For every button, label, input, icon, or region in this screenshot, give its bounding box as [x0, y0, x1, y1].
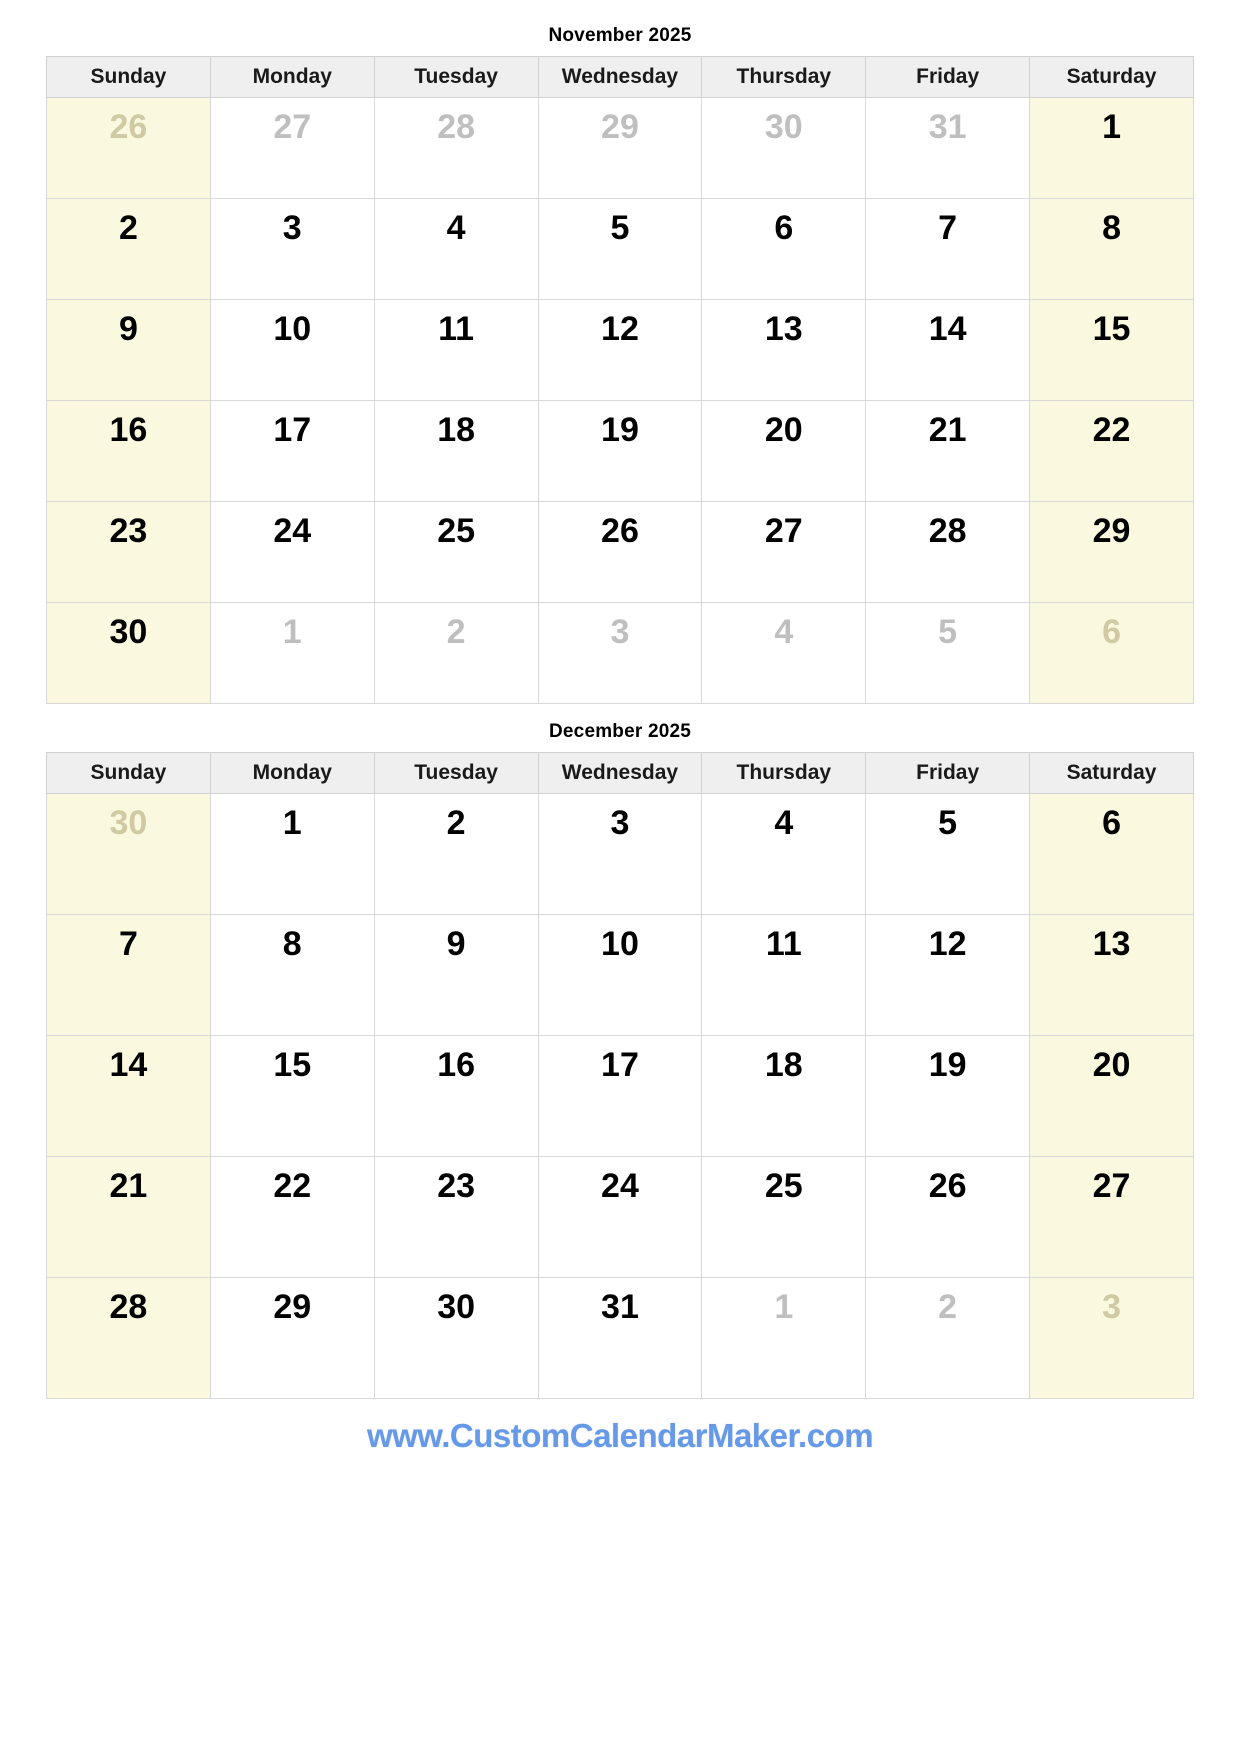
weekday-header-friday: Friday [866, 57, 1030, 98]
weekday-header-wednesday: Wednesday [538, 57, 702, 98]
day-number: 1 [282, 613, 302, 651]
day-number: 5 [938, 804, 958, 842]
calendar-table-december [46, 752, 1194, 1399]
day-number: 30 [764, 108, 803, 146]
day-number: 10 [601, 925, 639, 963]
calendar-day-cell[interactable] [866, 915, 1030, 1036]
day-number: 9 [118, 310, 138, 348]
calendar-day-cell[interactable] [866, 502, 1030, 603]
day-number: 3 [282, 209, 302, 247]
calendar-day-cell[interactable] [374, 199, 538, 300]
day-number: 20 [1092, 1046, 1131, 1084]
day-number: 29 [601, 108, 639, 146]
calendar-day-cell[interactable] [210, 915, 374, 1036]
day-number: 3 [610, 613, 630, 651]
weekday-header-saturday: Saturday [1030, 753, 1194, 794]
day-number: 3 [1102, 1288, 1121, 1326]
day-number: 8 [282, 925, 302, 963]
day-number: 11 [765, 925, 802, 963]
calendar-day-cell[interactable] [210, 1157, 374, 1278]
day-number: 16 [109, 411, 148, 449]
calendar-day-cell[interactable] [47, 199, 211, 300]
calendar-day-cell[interactable] [866, 1036, 1030, 1157]
calendar-day-cell[interactable] [702, 794, 866, 915]
calendar-day-cell[interactable] [47, 915, 211, 1036]
day-number: 16 [437, 1046, 476, 1084]
day-number: 2 [118, 209, 138, 247]
day-number: 27 [764, 512, 803, 550]
calendar-day-cell[interactable] [1030, 401, 1194, 502]
calendar-table-november [46, 56, 1194, 704]
calendar-day-cell[interactable] [374, 300, 538, 401]
day-number: 2 [446, 804, 466, 842]
day-number: 8 [1102, 209, 1121, 247]
calendar-day-cell[interactable] [538, 199, 702, 300]
calendar-day-cell[interactable] [538, 1036, 702, 1157]
day-number: 9 [446, 925, 466, 963]
day-number: 12 [928, 925, 967, 963]
calendar-week-row [47, 300, 1194, 401]
calendar-week-row [47, 502, 1194, 603]
website-link[interactable]: www.CustomCalendarMaker.com [366, 1417, 874, 1454]
calendar-day-cell[interactable] [538, 98, 702, 199]
day-number: 7 [118, 925, 138, 963]
calendar-day-cell[interactable] [538, 1157, 702, 1278]
day-number: 23 [109, 512, 148, 550]
day-number: 31 [928, 108, 967, 146]
day-number: 17 [601, 1046, 639, 1084]
day-number: 28 [437, 108, 476, 146]
day-number: 6 [1102, 613, 1121, 651]
calendar-week-row [47, 915, 1194, 1036]
day-number: 6 [1102, 804, 1121, 842]
calendar-day-cell[interactable] [47, 502, 211, 603]
day-number: 19 [601, 411, 639, 449]
calendar-week-row [47, 603, 1194, 704]
day-number: 11 [438, 310, 475, 348]
calendar-day-cell[interactable] [210, 1036, 374, 1157]
calendar-day-cell[interactable] [210, 401, 374, 502]
day-number: 24 [601, 1167, 639, 1205]
day-number: 27 [273, 108, 312, 146]
calendar-day-cell[interactable] [1030, 1036, 1194, 1157]
calendar-day-cell[interactable] [866, 794, 1030, 915]
calendar-day-cell[interactable] [47, 98, 211, 199]
calendar-day-cell[interactable] [1030, 603, 1194, 704]
calendar-day-cell[interactable] [374, 1036, 538, 1157]
day-number: 28 [109, 1288, 148, 1326]
calendar-day-cell[interactable] [374, 915, 538, 1036]
calendar-day-cell[interactable] [374, 502, 538, 603]
calendar-day-cell[interactable] [866, 1157, 1030, 1278]
month-title: November 2025 [548, 25, 692, 46]
calendar-day-cell[interactable] [538, 502, 702, 603]
calendar-day-cell[interactable] [538, 603, 702, 704]
calendar-day-cell[interactable] [374, 401, 538, 502]
weekday-header-monday: Monday [210, 57, 374, 98]
calendar-day-cell[interactable] [1030, 794, 1194, 915]
day-number: 29 [273, 1288, 312, 1326]
calendar-day-cell[interactable] [47, 794, 211, 915]
calendar-day-cell[interactable] [47, 603, 211, 704]
day-number: 1 [1102, 108, 1121, 146]
day-number: 18 [764, 1046, 803, 1084]
weekday-header-thursday: Thursday [702, 57, 866, 98]
day-number: 30 [437, 1288, 476, 1326]
day-number: 26 [601, 512, 639, 550]
weekday-header-monday: Monday [210, 753, 374, 794]
calendar-day-cell[interactable] [702, 98, 866, 199]
day-number: 13 [764, 310, 803, 348]
day-number: 10 [273, 310, 312, 348]
day-number: 27 [1092, 1167, 1131, 1205]
calendar-day-cell[interactable] [1030, 98, 1194, 199]
calendar-day-cell[interactable] [210, 98, 374, 199]
weekday-header-thursday: Thursday [702, 753, 866, 794]
day-number: 14 [109, 1046, 148, 1084]
day-number: 7 [938, 209, 958, 247]
calendar-day-cell[interactable] [702, 915, 866, 1036]
day-number: 22 [273, 1167, 312, 1205]
weekday-header-saturday: Saturday [1030, 57, 1194, 98]
day-number: 25 [437, 512, 476, 550]
day-number: 4 [774, 613, 794, 651]
calendar-day-cell[interactable] [1030, 1157, 1194, 1278]
calendar-week-row [47, 1157, 1194, 1278]
day-number: 29 [1092, 512, 1131, 550]
month-block-november [46, 22, 1194, 704]
weekday-header-row [47, 57, 1194, 98]
calendar-day-cell[interactable] [1030, 199, 1194, 300]
weekday-header-tuesday: Tuesday [374, 57, 538, 98]
calendar-week-row [47, 98, 1194, 199]
day-number: 4 [446, 209, 466, 247]
calendar-body-december [47, 794, 1194, 1399]
calendar-day-cell[interactable] [538, 1278, 702, 1399]
calendar-day-cell[interactable] [702, 1278, 866, 1399]
calendar-day-cell[interactable] [374, 1278, 538, 1399]
day-number: 15 [273, 1046, 312, 1084]
calendar-day-cell[interactable] [210, 1278, 374, 1399]
calendar-day-cell[interactable] [702, 1157, 866, 1278]
calendar-day-cell[interactable] [702, 300, 866, 401]
calendar-day-cell[interactable] [210, 603, 374, 704]
day-number: 12 [601, 310, 639, 348]
day-number: 6 [774, 209, 794, 247]
calendar-day-cell[interactable] [866, 401, 1030, 502]
calendar-day-cell[interactable] [210, 794, 374, 915]
calendar-day-cell[interactable] [374, 1157, 538, 1278]
calendar-day-cell[interactable] [702, 502, 866, 603]
day-number: 24 [273, 512, 312, 550]
calendar-week-row [47, 794, 1194, 915]
month-spacer [46, 704, 1194, 718]
day-number: 26 [109, 108, 148, 146]
day-number: 13 [1092, 925, 1131, 963]
day-number: 21 [928, 411, 967, 449]
calendar-day-cell[interactable] [866, 98, 1030, 199]
calendar-day-cell[interactable] [1030, 915, 1194, 1036]
calendar-body-november [47, 98, 1194, 704]
calendar-day-cell[interactable] [538, 915, 702, 1036]
calendar-day-cell[interactable] [374, 794, 538, 915]
calendar-day-cell[interactable] [210, 502, 374, 603]
day-number: 18 [437, 411, 476, 449]
calendar-day-cell[interactable] [866, 199, 1030, 300]
calendar-day-cell[interactable] [47, 1036, 211, 1157]
weekday-header-tuesday: Tuesday [374, 753, 538, 794]
calendar-day-cell[interactable] [1030, 1278, 1194, 1399]
day-number: 20 [764, 411, 803, 449]
calendar-day-cell[interactable] [1030, 300, 1194, 401]
calendar-day-cell[interactable] [538, 794, 702, 915]
weekday-header-wednesday: Wednesday [538, 753, 702, 794]
calendar-day-cell[interactable] [47, 401, 211, 502]
calendar-day-cell[interactable] [1030, 502, 1194, 603]
calendar-day-cell[interactable] [47, 300, 211, 401]
weekday-header-friday: Friday [866, 753, 1030, 794]
calendar-day-cell[interactable] [866, 603, 1030, 704]
calendar-day-cell[interactable] [702, 603, 866, 704]
calendar-day-cell[interactable] [866, 1278, 1030, 1399]
day-number: 28 [928, 512, 967, 550]
calendar-day-cell[interactable] [210, 199, 374, 300]
day-number: 19 [928, 1046, 967, 1084]
day-number: 23 [437, 1167, 476, 1205]
calendar-week-row [47, 1036, 1194, 1157]
weekday-header-row [47, 753, 1194, 794]
day-number: 2 [446, 613, 466, 651]
day-number: 31 [601, 1288, 639, 1326]
day-number: 22 [1092, 411, 1131, 449]
day-number: 1 [774, 1288, 794, 1326]
calendar-day-cell[interactable] [702, 1036, 866, 1157]
calendar-day-cell[interactable] [702, 199, 866, 300]
day-number: 30 [109, 613, 148, 651]
day-number: 3 [610, 804, 630, 842]
weekday-header-sunday: Sunday [47, 57, 211, 98]
day-number: 4 [774, 804, 794, 842]
calendar-day-cell[interactable] [374, 98, 538, 199]
month-title: December 2025 [548, 721, 692, 742]
day-number: 15 [1092, 310, 1131, 348]
calendar-week-row [47, 199, 1194, 300]
day-number: 21 [109, 1167, 148, 1205]
day-number: 5 [610, 209, 630, 247]
calendar-week-row [47, 1278, 1194, 1399]
weekday-header-sunday: Sunday [47, 753, 211, 794]
calendar-day-cell[interactable] [538, 401, 702, 502]
calendar-day-cell[interactable] [210, 300, 374, 401]
day-number: 5 [938, 613, 958, 651]
calendar-week-row [47, 401, 1194, 502]
day-number: 14 [928, 310, 967, 348]
calendar-day-cell[interactable] [538, 300, 702, 401]
day-number: 26 [928, 1167, 967, 1205]
calendar-day-cell[interactable] [702, 401, 866, 502]
calendar-day-cell[interactable] [47, 1278, 211, 1399]
calendar-day-cell[interactable] [866, 300, 1030, 401]
calendar-day-cell[interactable] [374, 603, 538, 704]
day-number: 25 [764, 1167, 803, 1205]
footer [46, 1417, 1194, 1755]
month-block-december [46, 718, 1194, 1399]
calendar-day-cell[interactable] [47, 1157, 211, 1278]
day-number: 30 [109, 804, 148, 842]
day-number: 1 [282, 804, 302, 842]
day-number: 17 [273, 411, 312, 449]
day-number: 2 [938, 1288, 958, 1326]
